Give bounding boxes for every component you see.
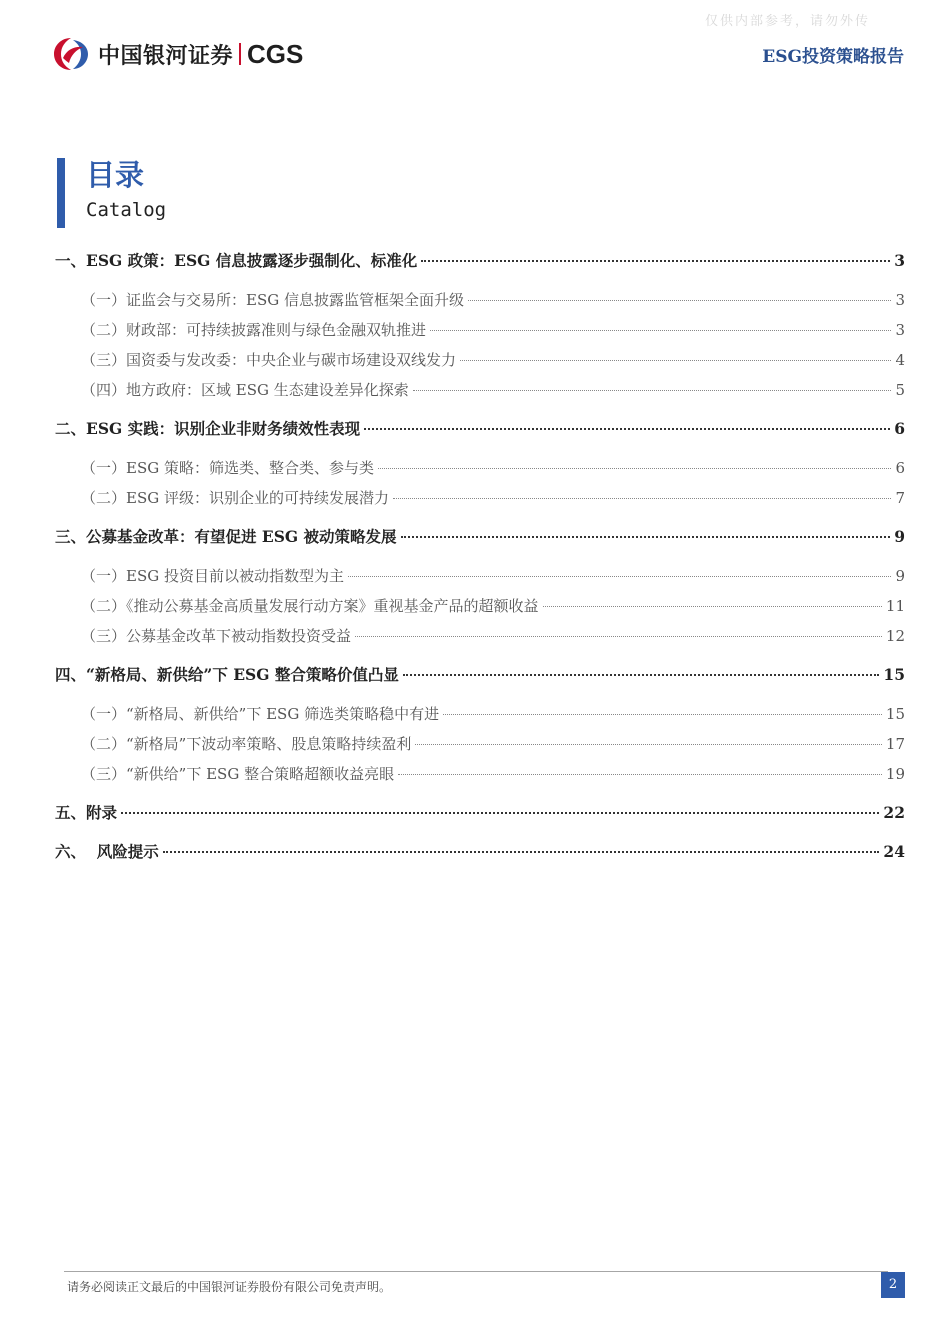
report-type-label: ESG投资策略报告: [762, 47, 904, 67]
toc-subsection-label: （一）“新格局、新供给”下 ESG 筛选类策略稳中有进: [81, 705, 440, 723]
toc-title-en: Catalog: [86, 199, 167, 221]
toc-subsection[interactable]: [55, 375, 905, 405]
toc-section[interactable]: [55, 414, 905, 444]
toc-subsection[interactable]: [55, 345, 905, 375]
logo-text: 中国银河证券: [98, 43, 234, 69]
toc-subsection-page: 3: [895, 321, 905, 339]
toc-subsection-page: 11: [885, 597, 905, 615]
toc-leader-dots: [543, 606, 882, 607]
toc-subsection-label: （一）ESG 策略：筛选类、整合类、参与类: [81, 459, 374, 477]
toc-leader-dots: [468, 300, 891, 301]
toc-leader-dots: [378, 468, 891, 469]
toc-spacer: [55, 513, 905, 522]
footer-divider: [64, 1271, 888, 1272]
toc-section-label: 五、附录: [55, 803, 118, 822]
toc-leader-dots: [121, 812, 879, 814]
toc-leader-dots: [421, 260, 890, 262]
toc-leader-dots: [348, 576, 891, 577]
toc-leader-dots: [163, 851, 880, 853]
toc-subsection[interactable]: [55, 729, 905, 759]
toc-leader-dots: [460, 360, 891, 361]
toc-subsection[interactable]: [55, 483, 905, 513]
toc-subsection-page: 3: [895, 291, 905, 309]
toc-subsection-label: （二）ESG 评级：识别企业的可持续发展潜力: [81, 489, 389, 507]
toc-spacer: [55, 651, 905, 660]
toc-section[interactable]: [55, 522, 905, 552]
toc-subsection-page: 6: [895, 459, 905, 477]
toc-section-page: 22: [883, 803, 905, 822]
toc-subsection[interactable]: [55, 315, 905, 345]
footer-disclaimer: 请务必阅读正文最后的中国银河证券股份有限公司免责声明。: [67, 1280, 392, 1294]
page-number-badge: 2: [881, 1272, 905, 1298]
toc-leader-dots: [393, 498, 891, 499]
logo-cgs: CGS: [247, 38, 304, 69]
toc-section[interactable]: [55, 246, 905, 276]
toc-section-page: 24: [883, 842, 905, 861]
toc-section-page: 3: [894, 251, 905, 270]
toc-section-page: 6: [894, 419, 905, 438]
toc-subsection[interactable]: [55, 759, 905, 789]
toc-subsection-label: （一）证监会与交易所：ESG 信息披露监管框架全面升级: [81, 291, 464, 309]
toc-section[interactable]: [55, 837, 905, 867]
toc-subsection-label: （三）国资委与发改委：中央企业与碳市场建设双线发力: [81, 351, 457, 369]
toc-leader-dots: [413, 390, 892, 391]
toc-leader-dots: [398, 774, 882, 775]
toc-section-label: 一、ESG 政策：ESG 信息披露逐步强制化、标准化: [55, 251, 418, 270]
toc-subsection[interactable]: [55, 621, 905, 651]
toc-subsection-page: 9: [895, 567, 905, 585]
toc-leader-dots: [364, 428, 890, 430]
toc-leader-dots: [401, 536, 891, 538]
toc-spacer: [55, 405, 905, 414]
toc-subsection-label: （二）财政部：可持续披露准则与绿色金融双轨推进: [81, 321, 427, 339]
company-logo: [52, 36, 303, 72]
toc-heading: [57, 158, 166, 228]
toc-subsection-page: 4: [895, 351, 905, 369]
toc-section-label: 二、ESG 实践：识别企业非财务绩效性表现: [55, 419, 361, 438]
toc-subsection[interactable]: [55, 453, 905, 483]
toc-subsection-page: 12: [885, 627, 905, 645]
toc-section-label: 三、公募基金改革：有望促进 ESG 被动策略发展: [55, 527, 397, 546]
toc-subsection-page: 15: [885, 705, 905, 723]
toc-subsection[interactable]: [55, 561, 905, 591]
toc-subsection-page: 7: [895, 489, 905, 507]
logo-separator: [239, 43, 241, 65]
watermark: 仅供内部参考，请勿外传: [705, 14, 871, 29]
galaxy-logo-icon: [52, 36, 90, 72]
toc-leader-dots: [430, 330, 891, 331]
toc-leader-dots: [403, 674, 880, 676]
toc-subsection-label: （二）《推动公募基金高质量发展行动方案》重视基金产品的超额收益: [81, 597, 539, 615]
toc-subsection-label: （四）地方政府：区域 ESG 生态建设差异化探索: [81, 381, 409, 399]
toc-section[interactable]: [55, 660, 905, 690]
toc-subsection-label: （二）“新格局”下波动率策略、股息策略持续盈利: [81, 735, 412, 753]
toc-spacer: [55, 789, 905, 798]
toc-section-label: 六、 风险提示: [55, 842, 159, 861]
toc-subsection-label: （三）“新供给”下 ESG 整合策略超额收益亮眼: [81, 765, 395, 783]
toc-subsection-label: （一）ESG 投资目前以被动指数型为主: [81, 567, 344, 585]
toc-section-page: 9: [894, 527, 905, 546]
toc-subsection-label: （三）公募基金改革下被动指数投资受益: [81, 627, 352, 645]
toc-section-page: 15: [883, 665, 905, 684]
toc-subsection[interactable]: [55, 591, 905, 621]
toc-subsection[interactable]: [55, 699, 905, 729]
toc-leader-dots: [443, 714, 882, 715]
toc-leader-dots: [355, 636, 882, 637]
toc-leader-dots: [415, 744, 882, 745]
toc-subsection-page: 5: [895, 381, 905, 399]
toc-subsection-page: 19: [885, 765, 905, 783]
toc-section-label: 四、“新格局、新供给”下 ESG 整合策略价值凸显: [55, 665, 399, 684]
toc-subsection[interactable]: [55, 285, 905, 315]
toc-subsection-page: 17: [885, 735, 905, 753]
table-of-contents: [55, 246, 905, 876]
toc-title-cn: 目录: [86, 158, 145, 192]
toc-section[interactable]: [55, 798, 905, 828]
